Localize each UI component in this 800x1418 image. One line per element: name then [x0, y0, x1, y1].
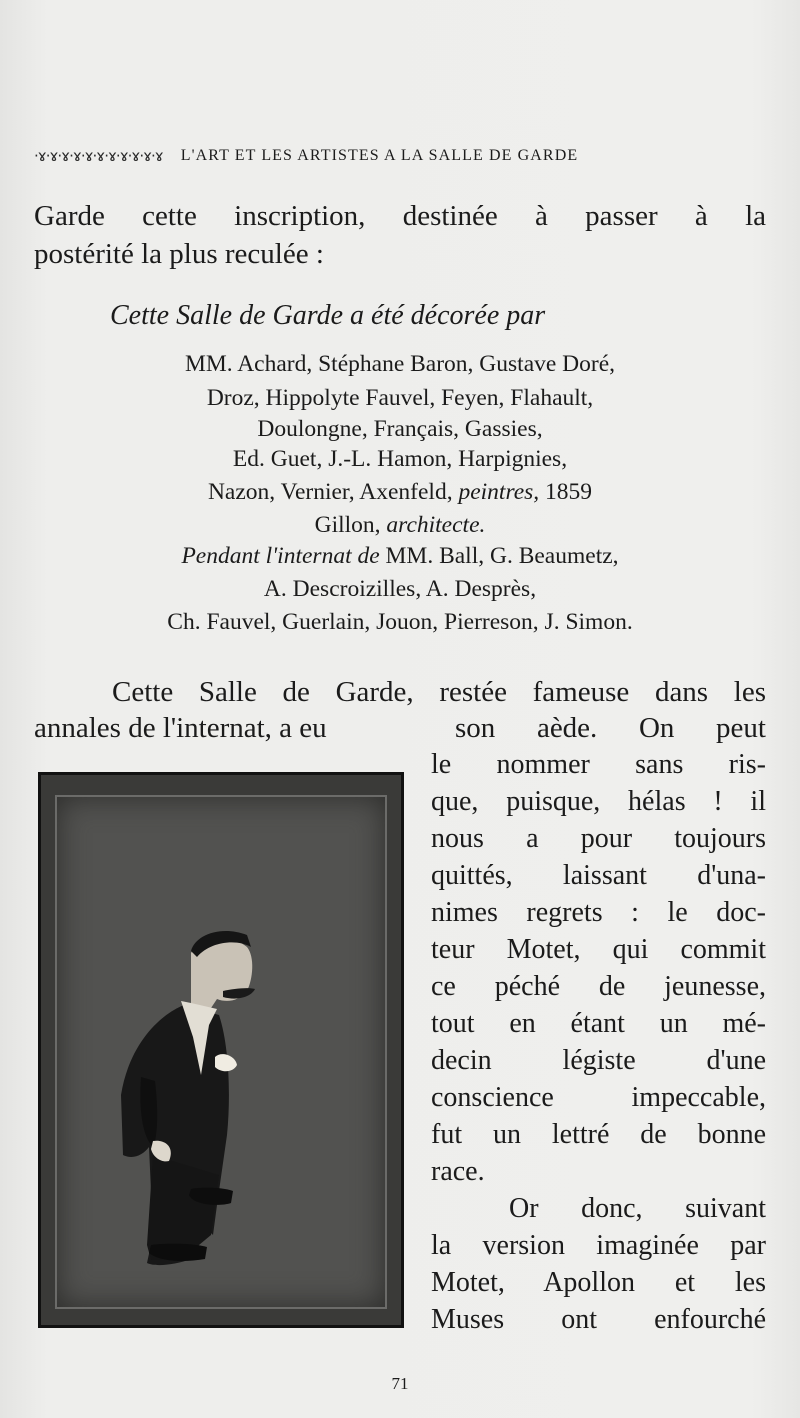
column-line-14: la version imaginée par [431, 1230, 766, 1261]
column-line-5: nimes regrets : le doc- [431, 897, 766, 928]
body-line-2-left: annales de l'internat, a eu [34, 712, 327, 744]
year: 1859 [545, 479, 593, 505]
internat-prefix: Pendant l'internat de [181, 543, 380, 569]
body-line-2 [34, 710, 766, 746]
running-title: L'ART ET LES ARTISTES A LA SALLE DE GARDE [180, 147, 579, 164]
inscription-heading: Cette Salle de Garde a été décorée par [110, 300, 546, 331]
painters-role: peintres, [458, 479, 540, 505]
header-ornament: ·ɤ·ɤ·ɤ·ɤ·ɤ·ɤ·ɤ·ɤ·ɤ·ɤ·ɤ [34, 147, 163, 165]
body-line-2-right: son aède. On peut [455, 712, 766, 744]
running-header [34, 144, 766, 168]
column-line-4: quittés, laissant d'una- [431, 860, 766, 891]
intro-line-2: postérité la plus reculée : [34, 238, 324, 270]
column-line-13: Or donc, suivant [509, 1193, 766, 1224]
inscription-line-2: Droz, Hippolyte Fauvel, Feyen, Flahault, [206, 385, 594, 411]
inscription-line-4: Ed. Guet, J.-L. Hamon, Harpignies, [232, 446, 568, 472]
column-line-16: Muses ont enfourché [431, 1304, 766, 1335]
column-line-1: le nommer sans ris- [431, 749, 766, 780]
architect-role: architecte. [386, 512, 486, 538]
column-line-8: tout en étant un mé- [431, 1008, 766, 1039]
painters-names: Nazon, Vernier, Axenfeld, [207, 479, 453, 505]
column-line-9: decin légiste d'une [431, 1045, 766, 1076]
column-line-3: nous a pour toujours [431, 823, 766, 854]
inscription-line-5 [34, 474, 766, 510]
inscription-line-3: Doulongne, Français, Gassies, [257, 416, 543, 442]
column-line-2: que, puisque, hélas ! il [431, 786, 766, 817]
intro-line-1: Garde cette inscription, destinée à passer à la [34, 200, 766, 232]
column-line-6: teur Motet, qui commit [431, 934, 766, 965]
architect-name: Gillon, [314, 512, 381, 538]
figure-drawing [41, 775, 401, 1325]
inscription-line-1: MM. Achard, Stéphane Baron, Gustave Doré, [184, 351, 616, 377]
inscription-line-8: A. Descroizilles, A. Desprès, [263, 576, 537, 602]
portrait-illustration [38, 772, 404, 1328]
page-number: 71 [391, 1374, 409, 1393]
column-line-10: conscience impeccable, [431, 1082, 766, 1113]
column-line-11: fut un lettré de bonne [431, 1119, 766, 1150]
internat-names: MM. Ball, G. Beaumetz, [385, 543, 619, 569]
inscription-line-9: Ch. Fauvel, Guerlain, Jouon, Pierreson, J. Simon. [167, 609, 633, 635]
column-line-12: race. [431, 1156, 485, 1187]
inscription-line-7 [34, 538, 766, 574]
column-line-15: Motet, Apollon et les [431, 1267, 766, 1298]
column-line-7: ce péché de jeunesse, [431, 971, 766, 1002]
body-line-1: Cette Salle de Garde, restée fameuse dans les [112, 676, 766, 708]
